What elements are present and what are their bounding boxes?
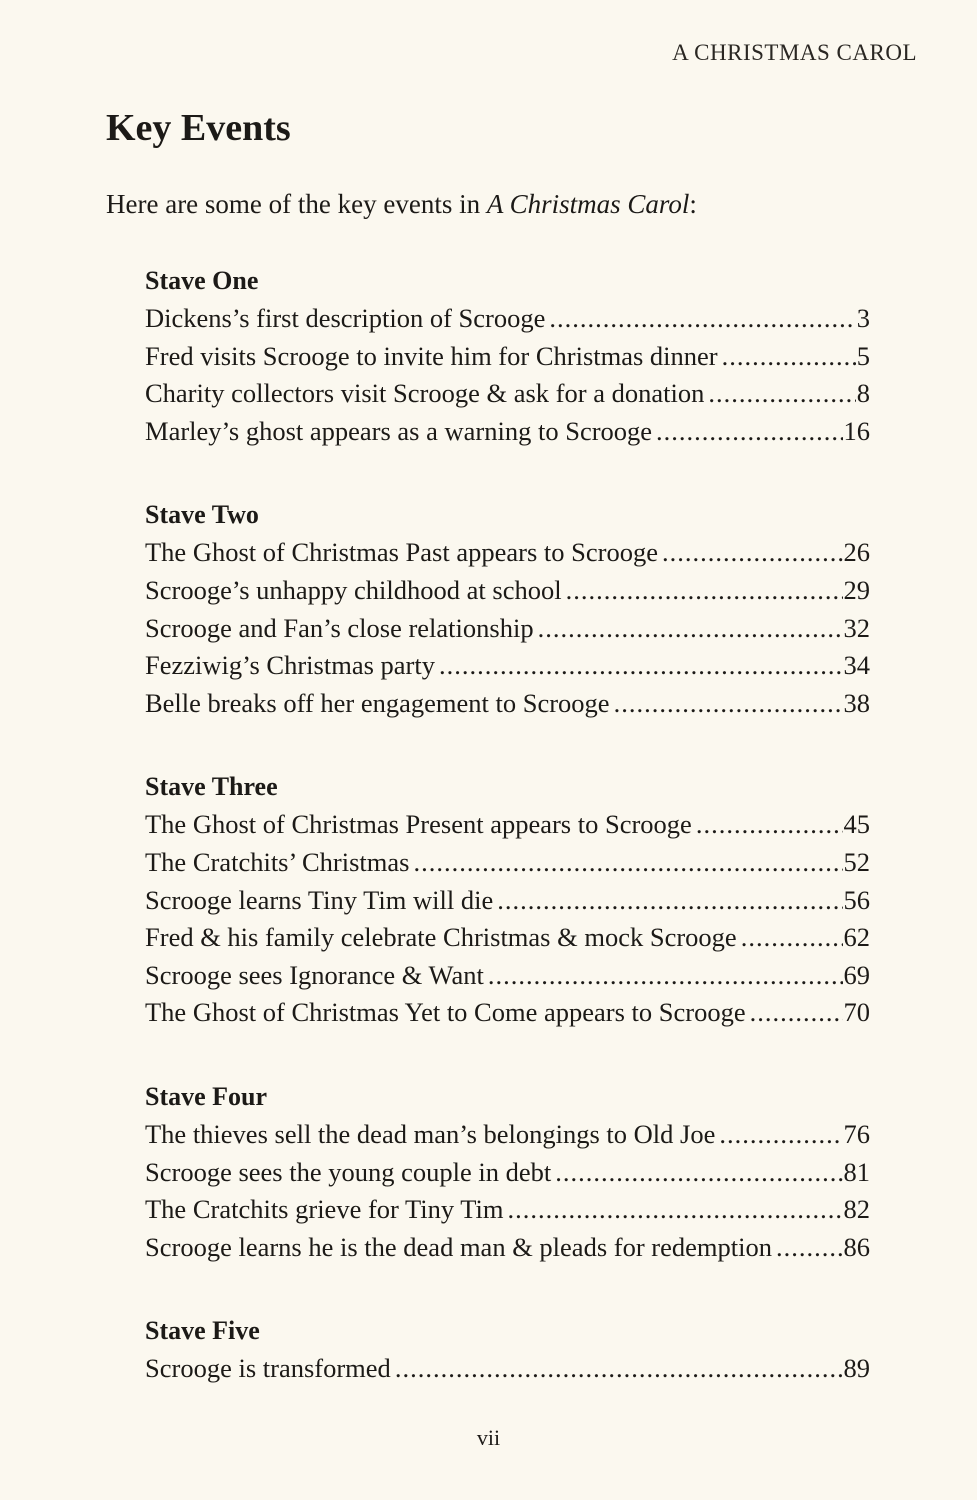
dot-leader [614,685,843,723]
event-page-number: 81 [843,1156,870,1187]
key-events-list [145,262,870,1434]
event-text: The Ghost of Christmas Present appears to Scrooge [145,809,692,840]
event-entry [145,1116,870,1154]
event-text: Scrooge and Fan’s close relationship [145,612,534,643]
event-entry [145,1154,870,1192]
page-title: Key Events [106,107,291,149]
dot-leader [656,413,842,451]
dot-leader [538,610,843,648]
event-text: Scrooge sees Ignorance & Want [145,959,484,990]
event-text: Scrooge learns Tiny Tim will die [145,884,494,915]
dot-leader [696,806,843,844]
event-text: Dickens’s first description of Scrooge [145,303,546,333]
dot-leader [750,994,843,1032]
event-entry [145,413,870,451]
event-page-number: 38 [843,687,870,718]
event-text: The Ghost of Christmas Yet to Come appears to Scrooge [145,997,746,1028]
event-entry [145,806,870,844]
event-entry [145,994,870,1032]
event-text: The thieves sell the dead man’s belongings to Old Joe [145,1118,716,1149]
event-entry [145,375,870,413]
stave-title: Stave Two [145,500,259,530]
dot-leader [555,1154,842,1192]
book-title: A Christmas Carol [486,189,690,219]
event-page-number: 86 [843,1231,870,1262]
dot-leader [662,534,843,572]
intro-lead: Here are some of the key events in [106,189,487,219]
dot-leader [741,919,843,957]
event-text: Fred & his family celebrate Christmas & mock Scrooge [145,922,737,953]
dot-leader [508,1191,843,1229]
event-page-number: 3 [856,303,870,333]
event-page-number: 52 [843,846,870,877]
dot-leader [549,300,855,338]
event-entry [145,957,870,995]
event-text: Scrooge is transformed [145,1353,391,1384]
event-page-number: 45 [843,809,870,840]
event-page-number: 62 [843,922,870,953]
event-page-number: 5 [856,340,870,371]
event-text: Fred visits Scrooge to invite him for Christmas dinner [145,340,718,371]
event-entry [145,882,870,920]
stave-section [145,768,870,1032]
event-entry [145,1350,870,1388]
stave-section [145,1312,870,1388]
event-page-number: 89 [843,1353,870,1384]
stave-section [145,262,870,450]
dot-leader [395,1350,843,1388]
event-page-number: 29 [843,574,870,605]
stave-title: Stave One [145,266,259,295]
event-entry [145,844,870,882]
page-number: vii [476,1425,501,1450]
event-text: The Cratchits’ Christmas [145,846,410,877]
dot-leader [776,1229,843,1267]
event-entry [145,1229,870,1267]
event-page-number: 69 [843,959,870,990]
dot-leader [488,957,843,995]
event-page-number: 16 [843,415,870,446]
dot-leader [566,572,843,610]
event-page-number: 76 [843,1118,870,1149]
stave-section [145,1078,870,1266]
event-entry [145,572,870,610]
event-text: Scrooge learns he is the dead man & pleads for redemption [145,1231,772,1262]
dot-leader [722,338,856,376]
event-text: The Cratchits grieve for Tiny Tim [145,1194,504,1225]
event-entry [145,610,870,648]
event-entry [145,1191,870,1229]
event-text: Scrooge sees the young couple in debt [145,1156,552,1187]
event-text: Marley’s ghost appears as a warning to Scrooge [145,415,653,446]
event-page-number: 70 [843,997,870,1028]
running-header: A CHRISTMAS CAROL [672,40,917,65]
dot-leader [719,1116,842,1154]
event-text: Belle breaks off her engagement to Scrooge [145,687,610,718]
event-text: Fezziwig’s Christmas party [145,650,435,681]
stave-title: Stave Four [145,1081,268,1111]
event-entry [145,685,870,723]
event-entry [145,919,870,957]
event-entry [145,338,870,376]
event-text: Scrooge’s unhappy childhood at school [145,574,562,605]
event-page-number: 82 [843,1194,870,1225]
stave-title: Stave Three [145,772,278,802]
intro-text [106,188,697,220]
dot-leader [708,375,855,413]
event-page-number: 56 [843,884,870,915]
event-text: The Ghost of Christmas Past appears to Scrooge [145,537,658,568]
intro-colon: : [689,189,697,219]
event-page-number: 26 [843,537,870,568]
event-text: Charity collectors visit Scrooge & ask for a donation [145,378,705,409]
stave-section [145,496,870,722]
stave-title: Stave Five [145,1316,260,1346]
event-entry [145,534,870,572]
event-entry [145,300,870,338]
event-entry [145,647,870,685]
dot-leader [439,647,843,685]
event-page-number: 8 [856,378,870,409]
dot-leader [497,882,842,920]
event-page-number: 34 [843,650,870,681]
event-page-number: 32 [843,612,870,643]
dot-leader [413,844,842,882]
